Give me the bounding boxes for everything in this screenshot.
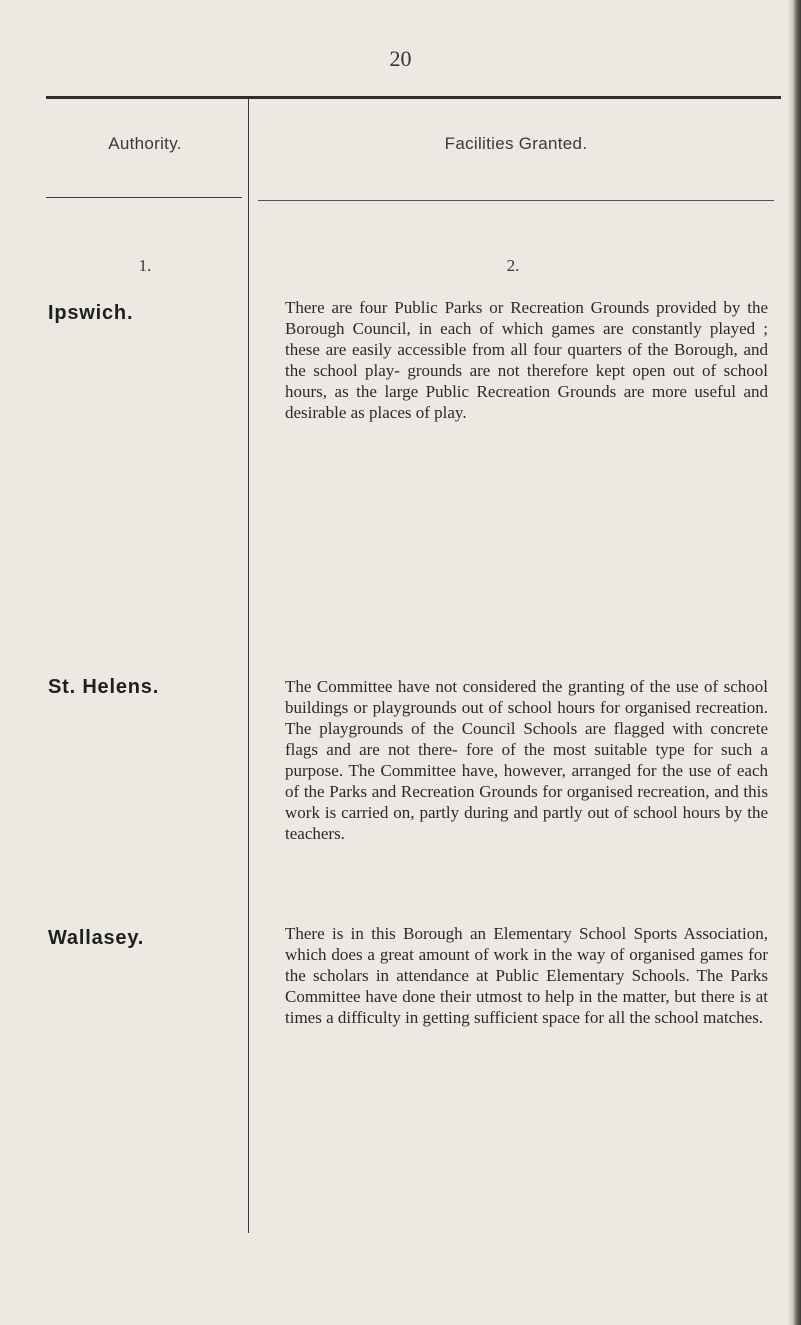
column-divider <box>248 98 249 1233</box>
header-rule-authority <box>46 197 242 198</box>
authority-column-header: Authority. <box>108 134 182 153</box>
facilities-column-header: Facilities Granted. <box>444 134 588 153</box>
facilities-wallasey: There is in this Borough an Elementary School Sports Association, which does a great amount of work in the way of organised games for the scholars in attendance at Public Elementary Schools. The Parks Committee have done their utmost to help in the matter, but there is at times a difficulty in getting sufficient space for all the school matches. <box>285 924 768 1027</box>
authority-column-number: 1. <box>138 256 152 275</box>
page-edge-shadow <box>787 0 801 1325</box>
authority-ipswich: Ipswich. <box>48 302 134 324</box>
header-rule-facilities <box>258 200 774 201</box>
authority-wallasey: Wallasey. <box>48 927 145 949</box>
authority-st-helens: St. Helens. <box>48 676 160 698</box>
facilities-ipswich: There are four Public Parks or Recreation Grounds provided by the Borough Council, in each of which games are constantly played ; these are easily accessible from all four quarters of the Borough, and the school play- grounds are not therefore kept open out of school hours, as the large Public Recreation Grounds are more useful and desirable as places of play. <box>285 298 768 422</box>
page-number: 20 <box>389 46 412 71</box>
facilities-st-helens: The Committee have not considered the granting of the use of school buildings or playgrounds out of school hours for organised recreation. The playgrounds of the Council Schools are flagged with concrete flags and are not there- fore of the most suitable type for such a purpose. The Committee have, however, arranged for the use of each of the Parks and Recreation Grounds for organised recreation, and this work is carried on, partly during and partly out of school hours by the teachers. <box>285 677 768 843</box>
table-top-rule <box>46 96 781 99</box>
facilities-column-number: 2. <box>506 256 520 275</box>
